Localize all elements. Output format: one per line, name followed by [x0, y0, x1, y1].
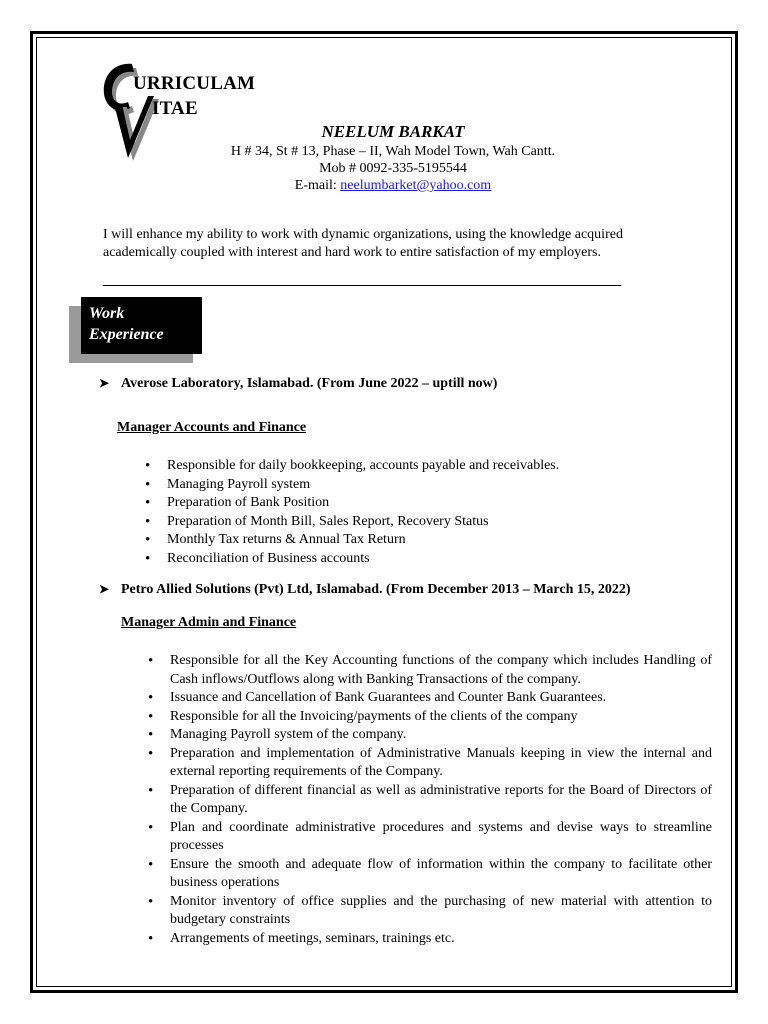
section-heading-line-1: Work	[89, 305, 125, 322]
email-line	[0, 177, 768, 195]
mobile-number: Mob # 0092-335-5195544	[319, 161, 467, 176]
duties-list	[146, 652, 712, 948]
email-link[interactable]: neelumbarket@yahoo.com	[340, 178, 492, 193]
duty-item: • Responsible for daily bookkeeping, accounts payable and receivables.	[143, 457, 703, 476]
section-heading-work-experience	[81, 297, 202, 354]
duty-item: • Reconciliation of Business accounts	[143, 550, 703, 569]
duties-list	[143, 457, 703, 568]
duty-item: • Monthly Tax returns & Annual Tax Return	[143, 531, 703, 550]
arrow-bullet-icon: ➤	[99, 582, 110, 596]
arrow-bullet-icon: ➤	[99, 376, 110, 390]
duty-item: • Preparation of Bank Position	[143, 494, 703, 513]
duty-item: • Preparation and implementation of Administrative Manuals keeping in view the internal and external reporting requirements of the Company.	[146, 745, 712, 782]
duty-item: • Managing Payroll system	[143, 476, 703, 495]
duty-item: • Responsible for all the Invoicing/payments of the clients of the company	[146, 708, 712, 727]
duty-item: • Responsible for all the Key Accounting functions of the company which includes Handling of Cash inflows/Outflows along with Banking Transactions of the company.	[146, 652, 712, 689]
duty-item: • Ensure the smooth and adequate flow of information within the company to facilitate other business operations	[146, 856, 712, 893]
duty-item: • Preparation of different financial as well as administrative reports for the Board of Directors of the Company.	[146, 782, 712, 819]
email-label: E-mail:	[294, 178, 341, 193]
duty-item: • Monitor inventory of office supplies and the purchasing of new material with attention to budgetary constraints	[146, 893, 712, 930]
job-heading	[99, 580, 631, 599]
section-heading-line-2: Experience	[89, 326, 164, 343]
job-role: Manager Accounts and Finance	[117, 420, 307, 435]
job-heading-text: Petro Allied Solutions (Pvt) Ltd, Islamabad. (From December 2013 – March 15, 2022)	[121, 582, 631, 597]
duty-item: • Issuance and Cancellation of Bank Guarantees and Counter Bank Guarantees.	[146, 689, 712, 708]
objective-statement: I will enhance my ability to work with dynamic organizations, using the knowledge acquired academically coupled with interest and hard work to entire satisfaction of my employers.	[103, 227, 623, 260]
job-heading-text: Averose Laboratory, Islamabad. (From June 2022 – uptill now)	[121, 376, 498, 391]
job-heading	[99, 374, 497, 393]
duty-item: • Arrangements of meetings, seminars, trainings etc.	[146, 930, 712, 949]
duty-item: • Preparation of Month Bill, Sales Report, Recovery Status	[143, 513, 703, 532]
duty-item: • Plan and coordinate administrative procedures and systems and devise ways to streamline processes	[146, 819, 712, 856]
logo-line-1: URRICULAM	[133, 73, 256, 94]
job-role: Manager Admin and Finance	[121, 615, 297, 630]
candidate-name: NEELUM BARKAT	[321, 122, 465, 141]
divider	[103, 285, 621, 286]
duty-item: • Managing Payroll system of the company.	[146, 726, 712, 745]
logo-line-2: ITAE	[152, 98, 198, 119]
address: H # 34, St # 13, Phase – II, Wah Model Town, Wah Cantt.	[230, 144, 556, 159]
